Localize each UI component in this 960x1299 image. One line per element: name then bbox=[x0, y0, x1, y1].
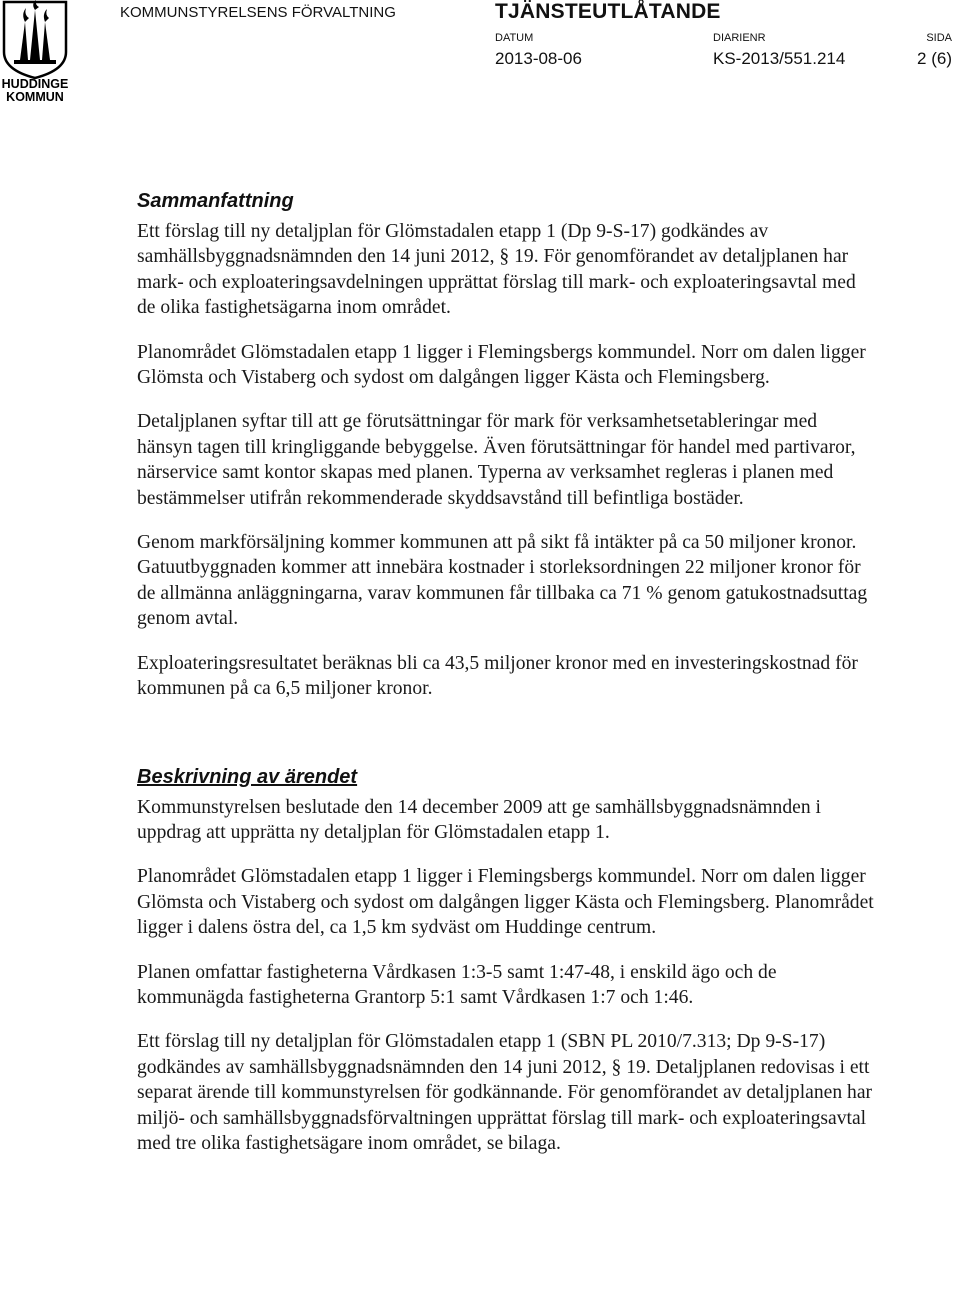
section-heading-summary: Sammanfattning bbox=[137, 190, 294, 212]
document-body bbox=[137, 188, 877, 1175]
section-heading-description: Beskrivning av ärendet bbox=[137, 765, 358, 788]
coat-of-arms-icon bbox=[0, 0, 70, 80]
paragraph: Planområdet Glömstadalen etapp 1 ligger i Flemingsbergs kommundel. Norr om dalen ligger Glömsta och Vistaberg och sydost om dalgången ligger Kästa och Flemingsberg. bbox=[137, 341, 866, 389]
document-type: TJÄNSTEUTLÅTANDE bbox=[495, 0, 721, 23]
department-name: KOMMUNSTYRELSENS FÖRVALTNING bbox=[120, 4, 396, 21]
huddinge-logo bbox=[0, 0, 70, 108]
paragraph: Planen omfattar fastigheterna Vårdkasen 1:3-5 samt 1:47-48, i enskild ägo och de kommunägda fastigheterna Grantorp 5:1 samt Vårdkasen 1:7 och 1:46. bbox=[137, 961, 777, 1008]
page-number: 2 (6) bbox=[917, 49, 952, 68]
date-label: DATUM bbox=[495, 32, 534, 44]
registry-value: KS-2013/551.214 bbox=[713, 49, 846, 68]
date-value: 2013-08-06 bbox=[495, 49, 582, 68]
paragraph: Kommunstyrelsen beslutade den 14 december 2009 att ge samhällsbyggnadsnämnden i uppdrag att upprätta ny detaljplan för Glömstadalen etapp 1. bbox=[137, 796, 821, 843]
paragraph: Detaljplanen syftar till att ge förutsättningar för mark för verksamhetsetableringar med hänsyn tagen till kringliggande bebyggelse. Även förutsättningar för handel med partivaror, närservice samt kontor skapas med planen. Typerna av verksamhet regleras i planen med bestämmelser utifrån rekommenderade skyddsavstånd till befintliga bostäder. bbox=[137, 411, 856, 509]
logo-text-line-1: HUDDINGE bbox=[1, 77, 69, 91]
paragraph: Ett förslag till ny detaljplan för Glömstadalen etapp 1 (SBN PL 2010/7.313; Dp 9-S-17) godkändes av samhällsbyggnadsnämnden den 14 juni 2012, § 19. Detaljplanen redovisas i ett separat ärende till kommunstyrelsen för godkännande. För genomförandet av detaljplanen har miljö- och samhällsbyggnadsförvaltningen upprättat förslag till mark- och exploateringsavtal med tre olika fastighetsägare inom området, se bilaga. bbox=[137, 1031, 873, 1154]
paragraph: Genom markförsäljning kommer kommunen att på sikt få intäkter på ca 50 miljoner kronor. Gatuutbyggnaden kommer att innebära kostnader i storleksordningen 22 miljoner kronor för de allmänna anläggningarna, varav kommunen får tillbaka ca 71 % genom gatukostnadsuttag genom avtal. bbox=[137, 532, 868, 630]
paragraph: Planområdet Glömstadalen etapp 1 ligger i Flemingsbergs kommundel. Norr om dalen ligger Glömsta och Vistaberg och sydost om dalgången ligger Kästa och Flemingsberg. Planområdet ligger i dalens östra del, ca 1,5 km sydväst om Huddinge centrum. bbox=[137, 866, 874, 939]
logo-text-line-2: KOMMUN bbox=[6, 90, 64, 104]
page-label: SIDA bbox=[926, 32, 952, 44]
paragraph: Exploateringsresultatet beräknas bli ca 43,5 miljoner kronor med en investeringskostnad för kommunen på ca 6,5 miljoner kronor. bbox=[137, 652, 858, 700]
paragraph: Ett förslag till ny detaljplan för Glömstadalen etapp 1 (Dp 9-S-17) godkändes av samhällsbyggnadsnämnden den 14 juni 2012, § 19. För genomförandet av detaljplanen har mark- och exploateringsavdelningen upprättat förslag till mark- och exploateringsavtal med de olika fastighetsägarna inom området. bbox=[137, 221, 856, 319]
section-spacer bbox=[137, 721, 877, 764]
registry-label: DIARIENR bbox=[713, 32, 766, 44]
